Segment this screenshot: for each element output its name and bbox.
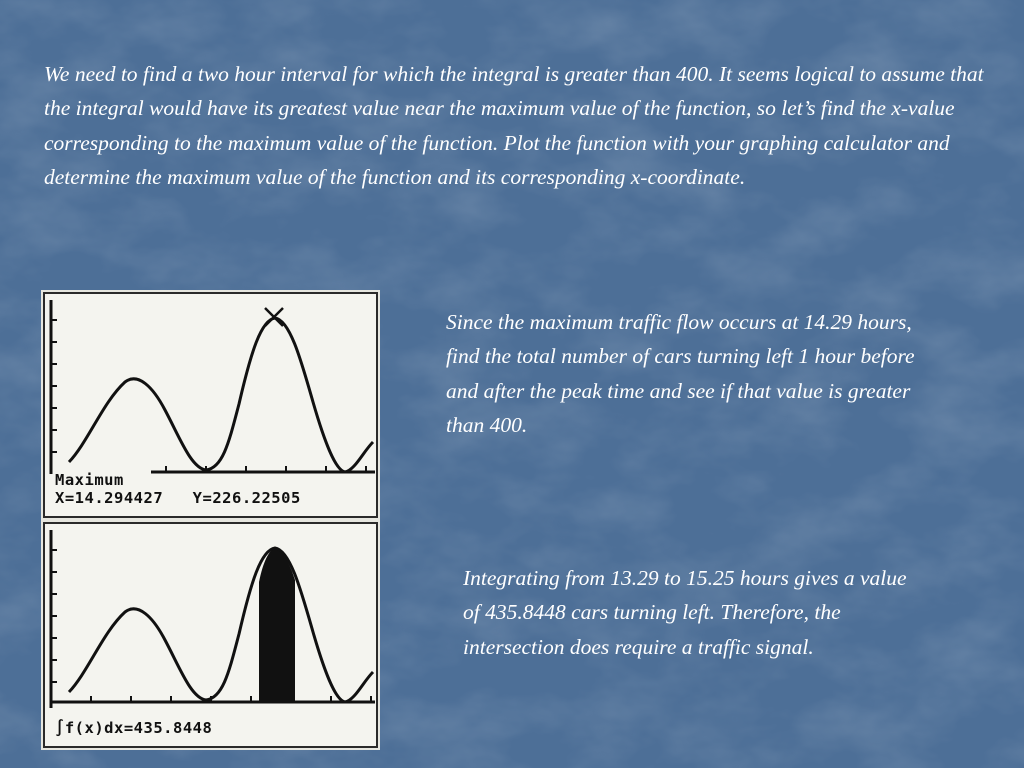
coordinate-readout <box>55 490 301 507</box>
y-readout: Y=226.22505 <box>192 489 301 507</box>
integral-shaded-area <box>259 548 295 702</box>
x-readout: X=14.294427 <box>55 489 164 507</box>
integral-readout: ∫f(x)dx=435.8448 <box>55 719 213 737</box>
trace-cursor-icon <box>265 308 283 326</box>
function-curve <box>69 548 373 702</box>
integral-paragraph: Integrating from 13.29 to 15.25 hours gives a value of 435.8448 cars turning left. Therefore, the intersection does require a traffic signal. <box>463 566 907 659</box>
maximum-label: Maximum <box>55 471 124 489</box>
calculator-screen-maximum <box>41 290 380 520</box>
intro-paragraph: We need to find a two hour interval for which the integral is greater than 400. It seems logical to assume that the integral would have its greatest value near the maximum value of the function, so let’s find the x-value corresponding to the maximum value of the function. Plot the function with your graphing calculator and determine the maximum value of the function and its corresponding x-coordinate. <box>44 62 984 189</box>
function-curve <box>69 318 373 472</box>
integral-graph <box>43 522 378 748</box>
maximum-paragraph: Since the maximum traffic flow occurs at 14.29 hours, find the total number of cars turning left 1 hour before and after the peak time and see if that value is greater than 400. <box>446 310 915 437</box>
calculator-screen-integral <box>41 520 380 750</box>
